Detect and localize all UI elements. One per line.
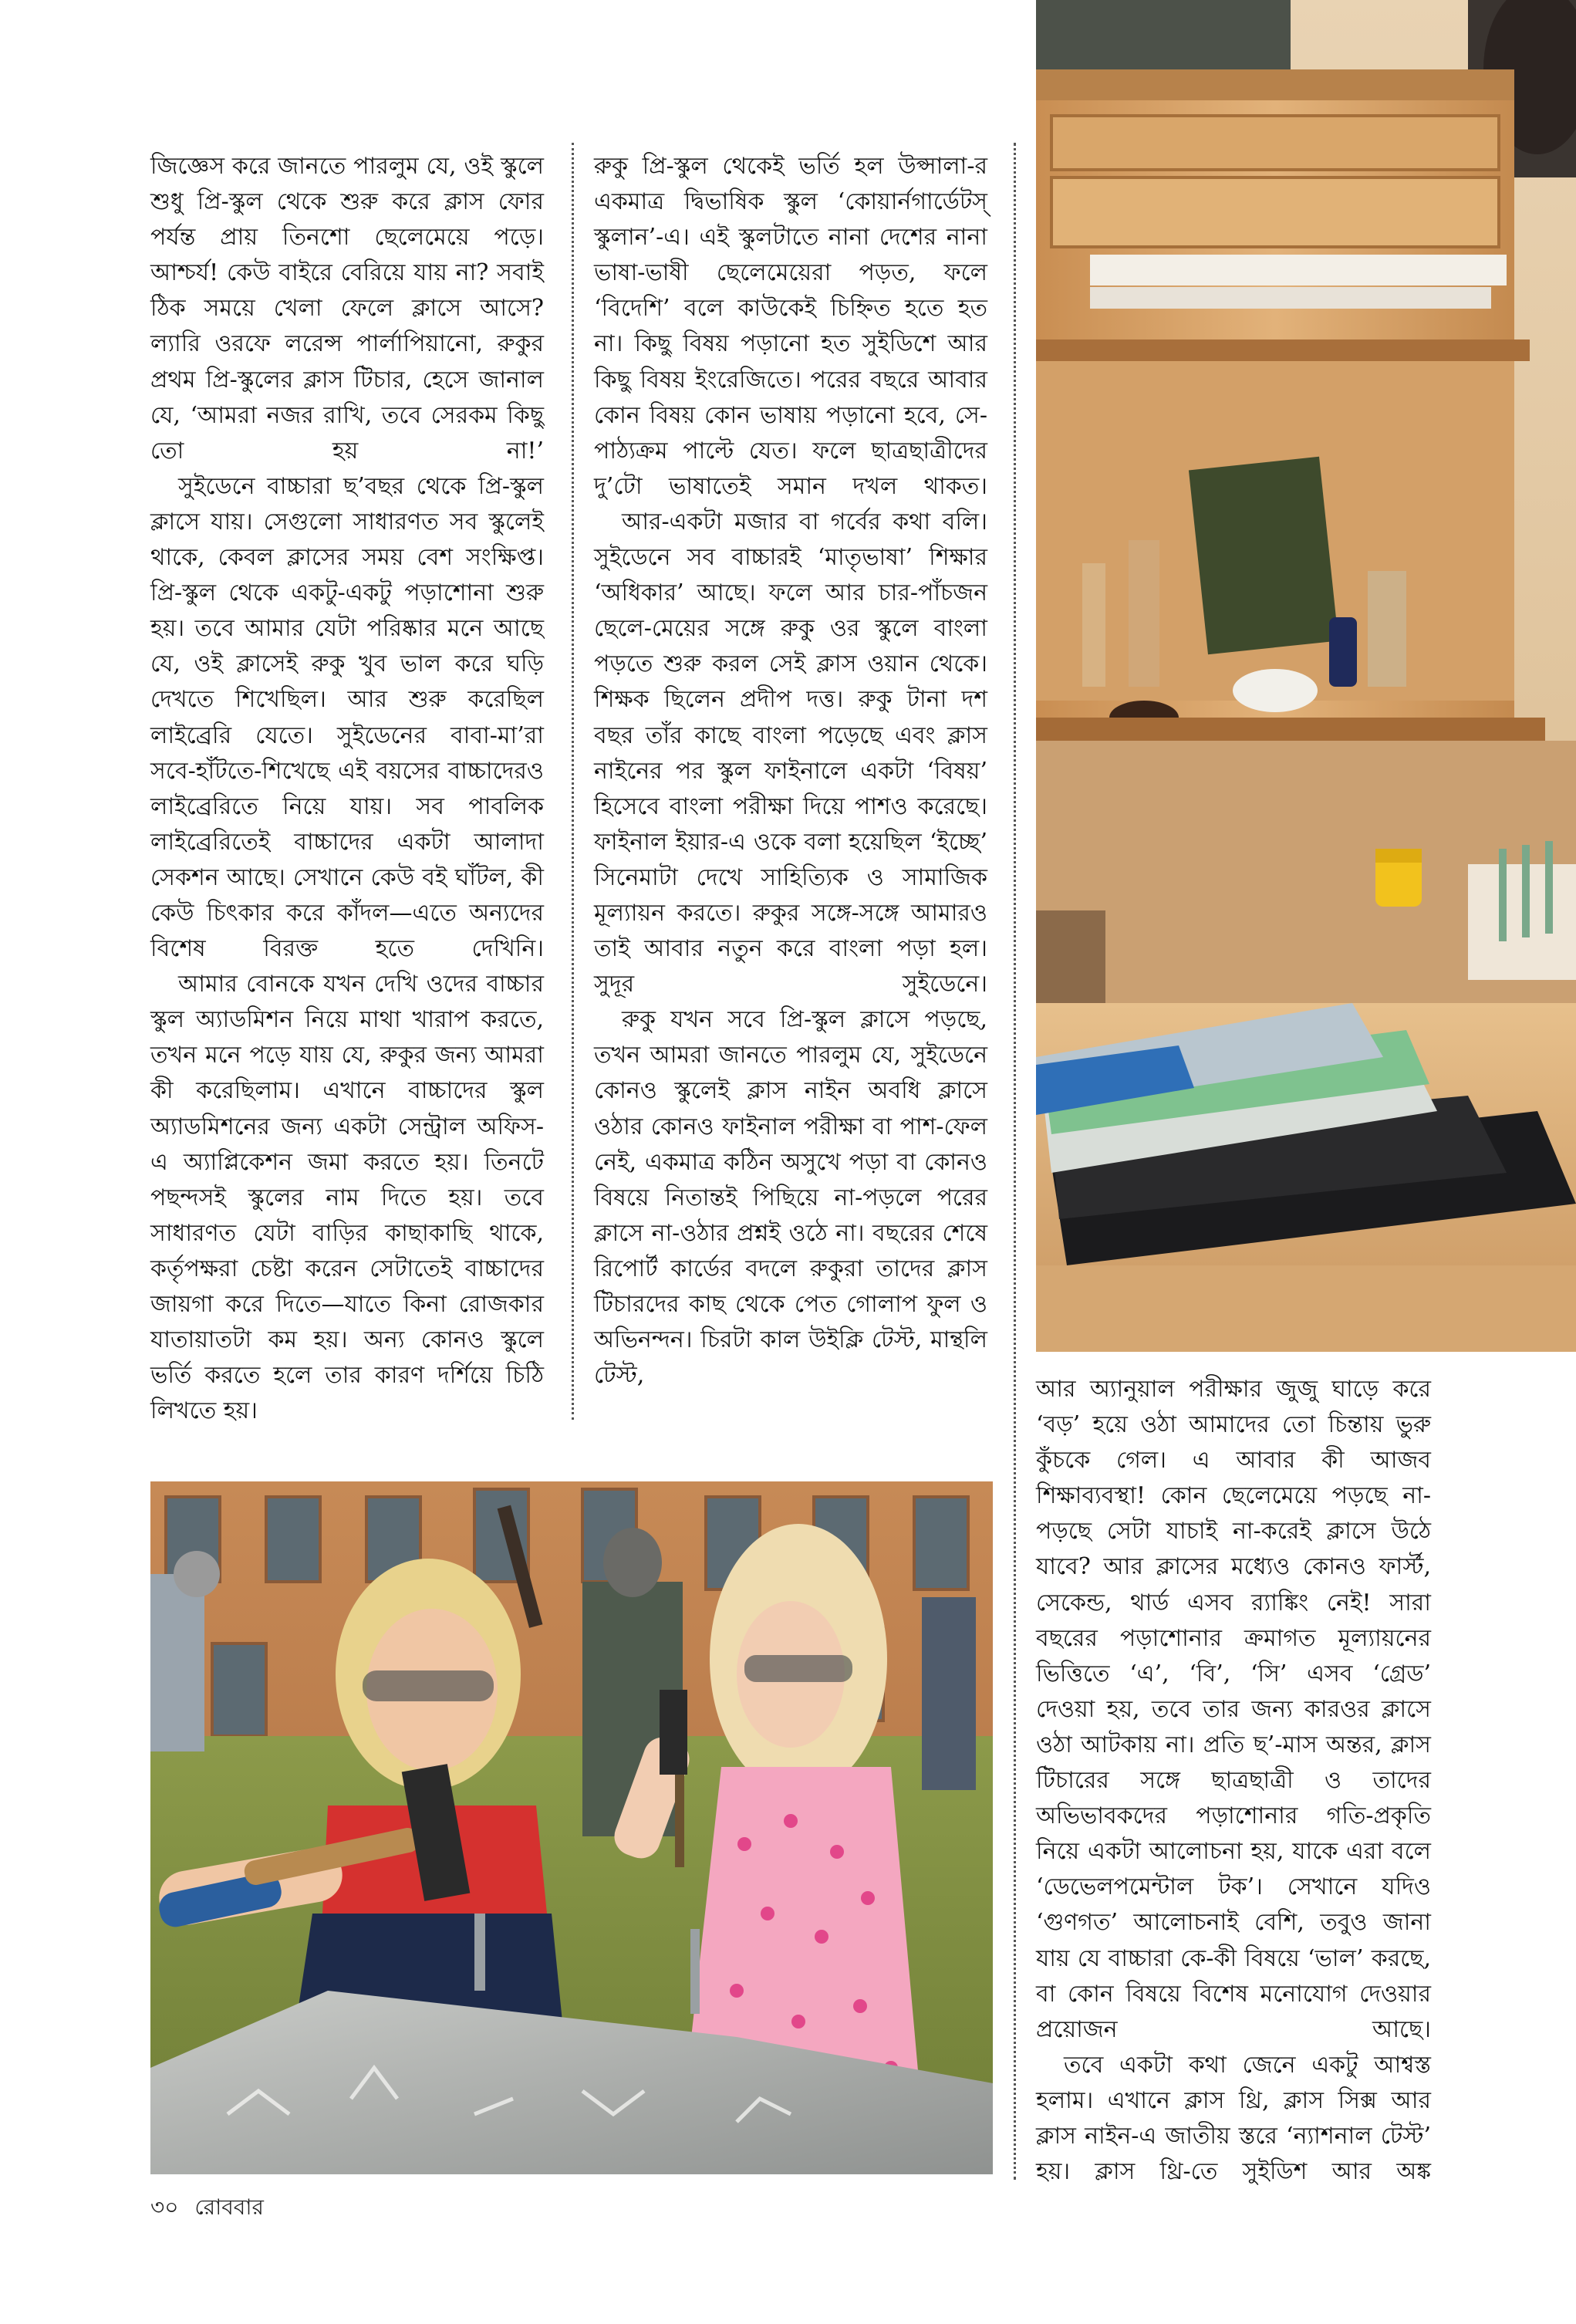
paragraph: রুকু যখন সবে প্রি-স্কুল ক্লাসে পড়ছে, তখন আমরা জানতে পারলুম যে, সুইডেনে কোনও স্কুলেই ক্লাস নাইন অবধি ক্লাসে ওঠার কোনও ফাইনাল পরীক্ষা বা পাশ-ফেল নেই, একমাত্র কঠিন অসুখে পড়া বা কোনও বিষয়ে নিতান্তই পিছিয়ে না-পড়লে পরের ক্লাসে না-ওঠার প্রশ্নই ওঠে না। বছরের শেষে রিপোর্ট কার্ডের বদলে রুকুরা তাদের ক্লাস টিচারদের কাছ থেকে পেত গোলাপ ফুল ও অভিনন্দন। চিরটা কাল উইক্লি টেস্ট, মান্থলি টেস্ট,	[594, 1006, 987, 1390]
classroom-shelves-illustration	[1036, 0, 1576, 1352]
paragraph: তবে একটা কথা জেনে একটু আশ্বস্ত হলাম। এখানে ক্লাস থ্রি, ক্লাস সিক্স আর ক্লাস নাইন-এ জাতীয় স্তরে ‘ন্যাশনাল টেস্ট’ হয়। ক্লাস থ্রি-তে সুইডিশ আর অঙ্ক	[1036, 2051, 1431, 2186]
paragraph: আর অ্যানুয়াল পরীক্ষার জুজু ঘাড়ে করে ‘বড়’ হয়ে ওঠা আমাদের তো চিন্তায় ভুরু কুঁচকে গেল। এ আবার কী আজব শিক্ষাব্যবস্থা! কোন ছেলেমেয়ে পড়ছে না-পড়ছে সেটা যাচাই না-করেই ক্লাসে উঠে যাবে? আর ক্লাসের মধ্যেও কোনও ফার্স্ট, সেকেন্ড, থার্ড এসব র‍্যাঙ্কিং নেই! সারা বছরের পড়াশোনার ক্রমাগত মূল্যায়নের ভিত্তিতে ‘এ’, ‘বি’, ‘সি’ এসব ‘গ্রেড’ দেওয়া হয়, তবে তার জন্য কারওর ক্লাসে ওঠা আটকায় না। প্রতি ছ’-মাস অন্তর, ক্লাস টিচারের সঙ্গে ছাত্রছাত্রী ও তাদের অভিভাবকদের পড়াশোনার গতি-প্রকৃতি নিয়ে একটা আলোচনা হয়, যাকে এরা বলে ‘ডেভেলপমেন্টাল টক’। সেখানে যদিও ‘গুণগত’ আলোচনাই বেশি, তবুও জানা যায় যে বাচ্চারা কে-কী বিষয়ে ‘ভাল’ করছে, বা কোন বিষয়ে বিশেষ মনোযোগ দেওয়ার প্রয়োজন আছে।	[1036, 1376, 1431, 2043]
page-footer	[150, 2194, 264, 2221]
article-column-3	[1036, 1372, 1431, 2190]
paragraph: আমার বোনকে যখন দেখি ওদের বাচ্চার স্কুল অ্যাডমিশন নিয়ে মাথা খারাপ করতে, তখন মনে পড়ে যায় যে, রুকুর জন্য আমরা কী করেছিলাম। এখানে বাচ্চাদের স্কুল অ্যাডমিশনের জন্য একটা সেন্ট্রাল অফিস-এ অ্যাপ্লিকেশন জমা করতে হয়। তিনটে পছন্দসই স্কুলের নাম দিতে হয়। তবে সাধারণত যেটা বাড়ির কাছাকাছি থাকে, কর্তৃপক্ষরা চেষ্টা করেন সেটাতেই বাচ্চাদের জায়গা করে দিতে—যাতে কিনা রোজকার যাতায়াতটা কম হয়। অন্য কোনও স্কুলে ভর্তি করতে হলে তার কারণ দর্শিয়ে চিঠি লিখতে হয়।	[150, 971, 544, 1425]
paragraph: সুইডেনে বাচ্চারা ছ’বছর থেকে প্রি-স্কুল ক্লাসে যায়। সেগুলো সাধারণত সব স্কুলেই থাকে, কেবল ক্লাসের সময় বেশ সংক্ষিপ্ত। প্রি-স্কুল থেকে একটু-একটু পড়াশোনা শুরু হয়। তবে আমার যেটা পরিষ্কার মনে আছে যে, ওই ক্লাসেই রুকু খুব ভাল করে ঘড়ি দেখতে শিখেছিল। আর শুরু করেছিল লাইব্রেরি যেতে। সুইডেনের বাবা-মা’রা সবে-হাঁটতে-শিখেছে এই বয়সের বাচ্চাদেরও লাইব্রেরিতে নিয়ে যায়। সব পাবলিক লাইব্রেরিতেই বাচ্চাদের একটা আলাদা সেকশন আছে। সেখানে কেউ বই ঘাঁটল, কী কেউ চিৎকার করে কাঁদল—এতে অন্যদের বিশেষ বিরক্ত হতে দেখিনি।	[150, 472, 544, 963]
magazine-name: রোববার	[194, 2194, 264, 2220]
children-stone-carving-illustration	[150, 1481, 993, 2174]
children-stone-carving-photo	[150, 1481, 993, 2174]
article-column-2	[594, 149, 987, 1393]
paragraph: জিজ্ঞেস করে জানতে পারলুম যে, ওই স্কুলে শুধু প্রি-স্কুল থেকে শুরু করে ক্লাস ফোর পর্যন্ত প্রায় তিনশো ছেলেমেয়ে পড়ে। আশ্চর্য! কেউ বাইরে বেরিয়ে যায় না? সবাই ঠিক সময়ে খেলা ফেলে ক্লাসে আসে? ল্যারি ওরফে লরেন্স পার্লাপিয়ানো, রুকুর প্রথম প্রি-স্কুলের ক্লাস টিচার, হেসে জানাল যে, ‘আমরা নজর রাখি, তবে সেরকম কিছু তো হয় না!’	[150, 153, 544, 464]
column-divider-dotted	[1014, 143, 1016, 2180]
page-number: ৩০	[150, 2194, 179, 2220]
column-divider-dotted	[572, 143, 574, 1420]
classroom-shelves-photo	[1036, 0, 1576, 1352]
paragraph: আর-একটা মজার বা গর্বের কথা বলি। সুইডেনে সব বাচ্চারই ‘মাতৃভাষা’ শিক্ষার ‘অধিকার’ আছে। ফলে আর চার-পাঁচজন ছেলে-মেয়ের সঙ্গে রুকু ওর স্কুলে বাংলা পড়তে শুরু করল সেই ক্লাস ওয়ান থেকে। শিক্ষক ছিলেন প্রদীপ দত্ত। রুকু টানা দশ বছর তাঁর কাছে বাংলা পড়েছে এবং ক্লাস নাইনের পর স্কুল ফাইনালে একটা ‘বিষয়’ হিসেবে বাংলা পরীক্ষা দিয়ে পাশও করেছে। ফাইনাল ইয়ার-এ ওকে বলা হয়েছিল ‘ইচ্ছে’ সিনেমাটা দেখে সাহিত্যিক ও সামাজিক মূল্যায়ন করতে। রুকুর সঙ্গে-সঙ্গে আমারও তাই আবার নতুন করে বাংলা পড়া হল। সুদূর সুইডেনে।	[594, 508, 987, 998]
paragraph: রুকু প্রি-স্কুল থেকেই ভর্তি হল উপ্সালা-র একমাত্র দ্বিভাষিক স্কুল ‘কোয়ার্নগার্ডেটস্ স্কুলান’-এ। এই স্কুলটাতে নানা দেশের নানা ভাষা-ভাষী ছেলেমেয়েরা পড়ত, ফলে ‘বিদেশি’ বলে কাউকেই চিহ্নিত হতে হত না। কিছু বিষয় পড়ানো হত সুইডিশে আর কিছু বিষয় ইংরেজিতে। পরের বছরে আবার কোন বিষয় কোন ভাষায় পড়ানো হবে, সে-পাঠ্যক্রম পাল্টে যেত। ফলে ছাত্রছাত্রীদের দু’টো ভাষাতেই সমান দখল থাকত।	[594, 153, 987, 500]
article-column-1	[150, 149, 544, 1429]
